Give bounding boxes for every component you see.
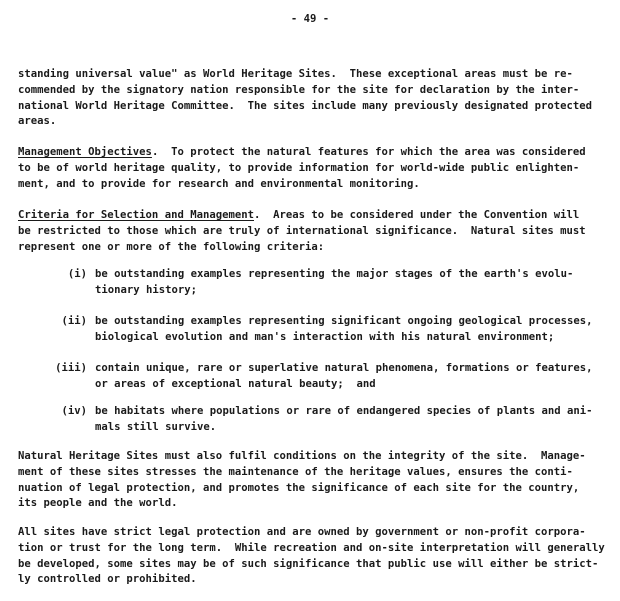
legal-protection-paragraph xyxy=(18,525,614,588)
text-line: mals still survive. xyxy=(95,420,217,433)
text-segment: . To protect the natural features for which the area was considered xyxy=(151,146,586,158)
criterion-number: (ii) xyxy=(61,315,87,327)
text-line: tion or trust for the long term. While recreation and on-site interpretation will generally xyxy=(18,541,605,554)
intro-paragraph xyxy=(18,67,614,130)
page-number: - 49 - xyxy=(290,13,330,25)
text-line: ly controlled or prohibited. xyxy=(18,573,197,586)
text-line xyxy=(18,208,614,224)
text-line xyxy=(18,145,614,161)
criterion-number: (i) xyxy=(67,268,87,280)
text-segment: . Areas to be considered under the Convention will xyxy=(254,209,580,221)
section-heading: Criteria for Selection and Management xyxy=(18,209,254,221)
text-line: commended by the signatory nation responsible for the site for declaration by the inter- xyxy=(18,83,580,96)
text-line: nuation of legal protection, and promotes the significance of each site for the country, xyxy=(18,481,580,494)
management-objectives-paragraph xyxy=(18,145,614,192)
criterion-number: (iii) xyxy=(55,362,87,374)
text-line: be developed, some sites may be of such significance that public use will either be strict- xyxy=(18,557,599,570)
text-line: All sites have strict legal protection and are owned by government or non-profit corpora- xyxy=(18,526,586,538)
integrity-paragraph xyxy=(18,449,614,512)
text-line: its people and the world. xyxy=(18,497,178,510)
criteria-paragraph xyxy=(18,208,614,255)
text-line: areas. xyxy=(18,115,57,128)
text-line: contain unique, rare or superlative natural phenomena, formations or features, xyxy=(95,362,593,374)
text-line: be outstanding examples representing significant ongoing geological processes, xyxy=(95,315,593,327)
text-line: be habitats where populations or rare of endangered species of plants and ani- xyxy=(95,405,593,417)
text-line: Natural Heritage Sites must also fulfil conditions on the integrity of the site. Manage- xyxy=(18,450,586,462)
section-heading: Management Objectives xyxy=(18,146,152,158)
text-line: or areas of exceptional natural beauty; and xyxy=(95,377,376,390)
criterion-number: (iv) xyxy=(61,405,87,417)
text-line: represent one or more of the following criteria: xyxy=(18,240,325,253)
text-line: tionary history; xyxy=(95,283,198,296)
text-line: ment, and to provide for research and environmental monitoring. xyxy=(18,177,420,190)
text-line: be outstanding examples representing the major stages of the earth's evolu- xyxy=(95,268,574,280)
text-line: standing universal value" as World Heritage Sites. These exceptional areas must be re- xyxy=(18,68,573,80)
text-line: biological evolution and man's interaction with his natural environment; xyxy=(95,330,555,343)
text-line: national World Heritage Committee. The sites include many previously designated protected xyxy=(18,99,593,112)
text-line: ment of these sites stresses the maintenance of the heritage values, ensures the conti- xyxy=(18,465,573,478)
text-line: to be of world heritage quality, to provide information for world-wide public enlighten- xyxy=(18,161,580,174)
text-line: be restricted to those which are truly of international significance. Natural sites must xyxy=(18,224,586,237)
